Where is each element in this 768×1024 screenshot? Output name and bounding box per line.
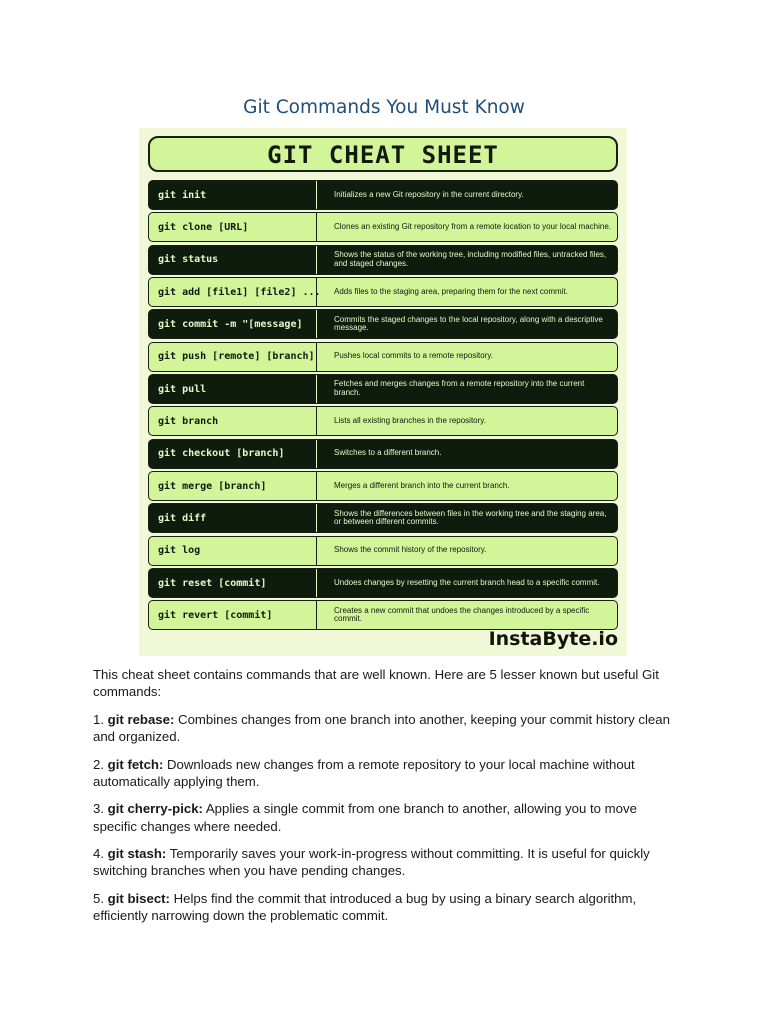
table-row [148,374,618,404]
git-cheat-sheet-image [139,128,627,656]
command-description: Shows the commit history of the repository. [334,545,487,555]
tip-number: 1. [93,711,104,727]
tip-command: git fetch: [107,756,164,772]
command-description: Shows the differences between files in the working tree and the staging area, or between different commits. [334,508,607,527]
table-row [148,600,618,630]
cheat-sheet-header: GIT CHEAT SHEET [148,136,618,172]
tip-text: Downloads new changes from a remote repository to your local machine without automatically applying them. [93,756,635,789]
command-name: git merge [branch] [149,472,317,500]
command-name: git commit -m "[message] [149,310,317,338]
table-row [148,536,618,566]
document-title: Git Commands You Must Know [243,97,525,118]
command-description: Clones an existing Git repository from a remote location to your local machine. [334,222,612,232]
table-row [148,406,618,436]
tip-number: 2. [93,756,104,772]
command-name: git push [remote] [branch] [149,343,317,371]
tip-command: git stash: [107,846,167,862]
command-description: Shows the status of the working tree, including modified files, untracked files, and staged changes. [334,250,607,268]
command-description: Lists all existing branches in the repository. [334,416,486,426]
table-row [148,277,618,307]
command-description: Fetches and merges changes from a remote repository into the current branch. [334,379,585,398]
table-row [148,245,618,275]
command-name: git log [149,537,317,565]
command-description: Merges a different branch into the current branch. [334,480,510,490]
command-table [148,180,618,633]
tip-item [93,890,683,925]
tip-number: 5. [93,890,104,906]
tip-text: Applies a single commit from one branch to another, allowing you to move specific changes where needed. [93,801,637,834]
table-row [148,212,618,242]
tip-item [93,711,683,746]
tip-item [93,845,683,880]
table-row [148,439,618,469]
command-description: Adds files to the staging area, preparing them for the next commit. [334,286,568,296]
command-name: git diff [149,504,317,532]
command-name: git revert [commit] [149,601,317,629]
tip-number: 3. [93,801,104,817]
command-name: git pull [149,375,317,403]
table-row [148,180,618,210]
body-text [93,666,683,935]
tip-command: git bisect: [107,890,170,906]
tip-item [93,800,683,835]
command-name: git branch [149,407,317,435]
command-description: Initializes a new Git repository in the current directory. [334,189,524,199]
tip-text: Combines changes from one branch into another, keeping your commit history clean and organized. [93,711,670,745]
table-row [148,471,618,501]
table-row [148,342,618,372]
command-description: Undoes changes by resetting the current branch head to a specific commit. [334,577,600,587]
tip-number: 4. [93,846,104,862]
command-name: git clone [URL] [149,213,317,241]
command-name: git checkout [branch] [149,440,317,468]
tip-command: git rebase: [107,711,175,727]
command-description: Pushes local commits to a remote repository. [334,351,494,361]
table-row [148,503,618,533]
tip-text: Helps find the commit that introduced a bug by using a binary search algorithm, efficiently narrowing down the problematic commit. [93,890,637,924]
tip-command: git cherry-pick: [107,801,203,817]
intro-paragraph: This cheat sheet contains commands that are well known. Here are 5 lesser known but useful Git commands: [93,667,659,700]
command-name: git reset [commit] [149,569,317,597]
table-row [148,568,618,598]
command-description: Creates a new commit that undoes the changes introduced by a specific commit. [334,605,590,624]
command-name: git init [149,181,317,209]
tip-text: Temporarily saves your work-in-progress without committing. It is useful for quickly switching branches when you have pending changes. [93,846,650,879]
command-name: git add [file1] [file2] ... [149,278,317,306]
table-row [148,309,618,339]
tip-item [93,756,683,791]
command-description: Switches to a different branch. [334,448,442,458]
command-description: Commits the staged changes to the local repository, along with a descriptive message. [334,314,603,333]
command-name: git status [149,246,317,274]
brand-logo: InstaByte.io [488,628,618,650]
